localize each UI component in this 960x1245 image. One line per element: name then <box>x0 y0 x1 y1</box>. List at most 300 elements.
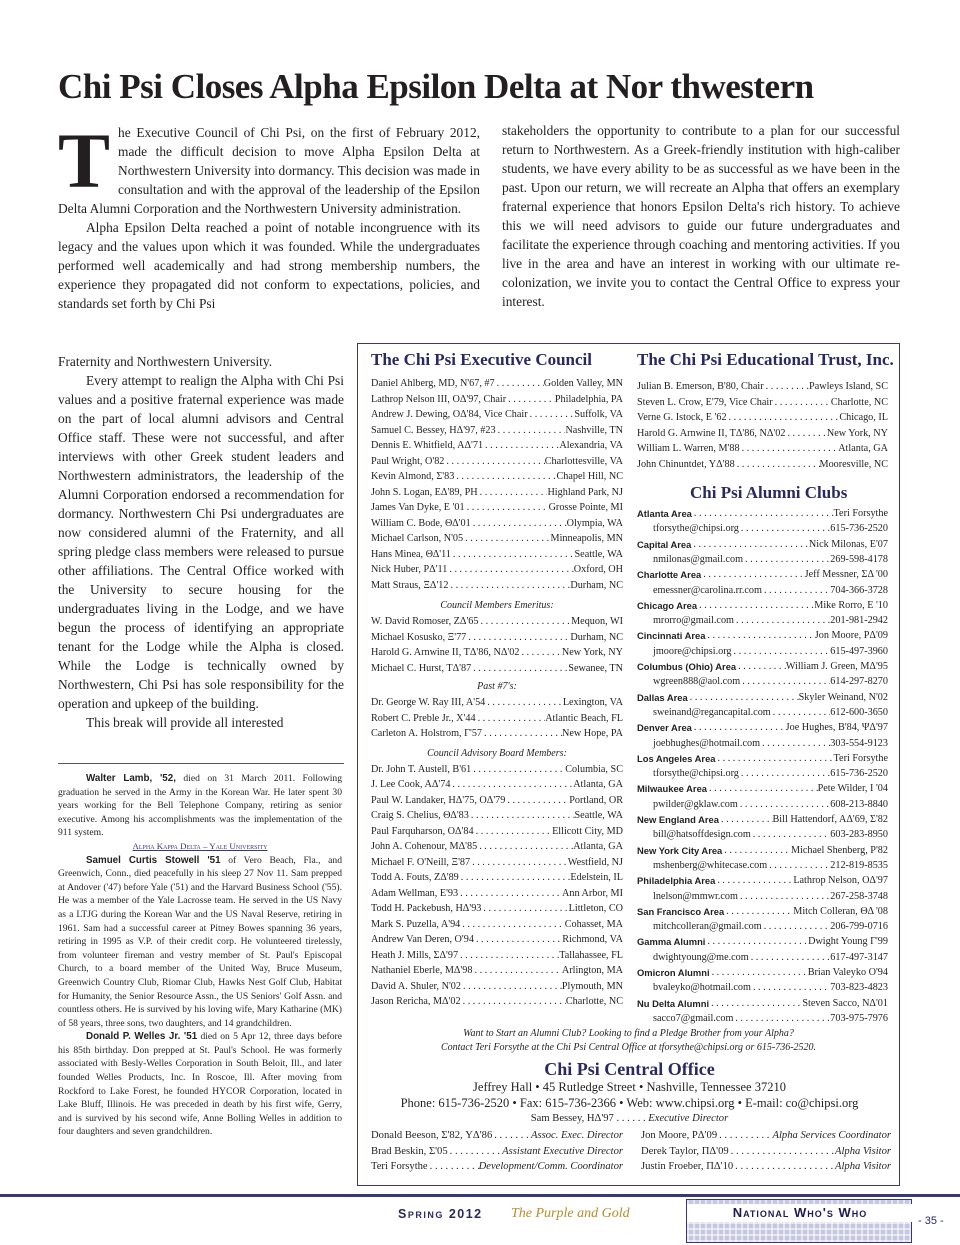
directory-row <box>371 485 623 500</box>
staff-name: Donald Beeson, Σ'82, YΔ'86 <box>371 1130 493 1141</box>
staff-name: Derek Taylor, ΠΔ'09 <box>641 1145 729 1157</box>
row-name: Mark S. Puzella, A'94 <box>371 918 461 930</box>
club-name: New York City Area <box>637 844 723 856</box>
leader-dots <box>479 614 572 629</box>
leader-dots <box>739 766 830 781</box>
emeritus-label: Council Members Emeritus: <box>440 600 554 611</box>
leader-dots <box>727 410 840 425</box>
leader-dots <box>709 996 802 1011</box>
staff-name: Brad Beskin, Σ'05 <box>371 1145 448 1157</box>
club-name: Philadelphia Area <box>637 875 716 887</box>
club-contact: Nick Milonas, E'07 <box>808 538 888 550</box>
club-contact: Mike Rorro, E '10 <box>814 599 888 611</box>
leader-dots <box>785 426 826 441</box>
obituary-3 <box>58 1030 342 1139</box>
row-value: Atlanta, GA <box>838 443 888 454</box>
directory-row <box>371 454 623 469</box>
leader-dots <box>762 919 831 934</box>
leader-dots <box>454 469 556 484</box>
leader-dots <box>448 1144 503 1159</box>
leader-dots <box>722 843 791 858</box>
directory-row <box>371 963 623 978</box>
leader-dots <box>751 980 830 995</box>
club-phone: 201-981-2942 <box>830 615 888 627</box>
directory-row <box>371 886 623 901</box>
club-name: Los Angeles Area <box>637 752 716 764</box>
leader-dots <box>485 695 563 710</box>
directory-row <box>637 441 888 456</box>
central-office-director: Sam Bessey, HΔ'97 . . . . . . Executive Director <box>530 1113 729 1124</box>
row-value: New York, NY <box>826 427 888 439</box>
club-row-contact <box>653 705 888 720</box>
row-value: Westfield, NJ <box>567 856 623 868</box>
leader-dots <box>733 1011 830 1026</box>
clubs-note-1: Want to Start an Alumni Club? Looking to find a Pledge Brother from your Alpha? <box>463 1028 794 1039</box>
staff-row <box>371 1144 623 1159</box>
leader-dots <box>751 827 831 842</box>
club-phone: 608-213-8840 <box>830 798 888 810</box>
club-name: Nu Delta Alumni <box>637 997 710 1009</box>
directory-row <box>371 578 623 593</box>
obituary-1 <box>58 772 342 840</box>
leader-dots <box>762 583 830 598</box>
leader-dots <box>474 824 552 839</box>
club-contact: Brian Valeyko O'94 <box>807 967 888 978</box>
leader-dots <box>707 781 818 796</box>
row-name: Harold G. Arnwine II, TΔ'86, NΔ'02 <box>371 647 520 658</box>
directory-row <box>637 457 888 472</box>
directory-row <box>371 726 623 741</box>
article-column-right <box>502 121 900 311</box>
staff-name: Teri Forsythe <box>371 1161 428 1172</box>
directory-row <box>637 426 888 441</box>
obituary-chapter-heading: Alpha Kappa Delta – Yale University <box>132 840 268 851</box>
club-row <box>637 812 888 827</box>
row-value: Seattle, WA <box>574 548 623 560</box>
row-name: Michael Kosusko, Ξ'77 <box>371 631 467 643</box>
club-row-contact <box>653 644 888 659</box>
leader-dots <box>476 711 546 726</box>
row-value: Seattle, WA <box>574 810 623 821</box>
staff-row <box>641 1128 891 1143</box>
leader-dots <box>451 547 575 562</box>
row-value: Portland, OR <box>569 794 623 806</box>
club-row-contact <box>653 674 888 689</box>
row-value: Oxford, OH <box>573 564 623 575</box>
leader-dots <box>492 1128 531 1143</box>
leader-dots <box>472 963 561 978</box>
club-contact: Joe Hughes, B'84, ΨΔ'97 <box>785 722 888 734</box>
leader-dots <box>461 979 562 994</box>
leader-dots <box>771 705 831 720</box>
club-email: jmoore@chipsi.org <box>653 645 732 657</box>
leader-dots <box>447 562 573 577</box>
staff-row <box>371 1128 623 1143</box>
club-name: Omicron Alumni <box>637 967 710 978</box>
leader-dots <box>697 598 814 613</box>
club-row <box>637 965 888 980</box>
directory-row <box>371 392 623 407</box>
leader-dots <box>469 808 575 823</box>
row-name: Hans Minea, ΘΔ'11 <box>371 548 451 560</box>
central-office-heading: Chi Psi Central Office <box>544 1059 715 1079</box>
row-value: Mooresville, NC <box>819 458 888 470</box>
leader-dots <box>733 1159 835 1174</box>
row-value: Pawleys Island, SC <box>809 381 888 392</box>
row-value: Charlotte, NC <box>565 996 623 1007</box>
obituary-text: died on 5 Apr 12, three days before his 85th birthday. Don prepped at St. Paul's School. He was formerly associated with Besly-Welles Corporation in South Beloit, Ill., and later founded Welles Products, Inc. In Roscoe, Ill. After moving from Rockford to Lake Forest, he founded HYCOR Corporation, located in Lake Bluff, Illinois. He was preceded in death by his first wife, Gerry, and is survived by his second wife, Anne Bolling Welles in addition to four daughters and seven grandchildren. <box>58 1031 342 1138</box>
directory-row <box>371 547 623 562</box>
club-phone: 269-598-4178 <box>830 553 888 565</box>
club-email: mshenberg@whitecase.com <box>653 859 768 871</box>
club-row <box>637 537 888 552</box>
row-name: Dr. George W. Ray III, A'54 <box>371 697 486 708</box>
clubs-note-2: Contact Teri Forsythe at the Chi Psi Central Office at tforsythe@chipsi.org or 615-736-2520. <box>440 1042 817 1053</box>
row-name: Robert C. Preble Jr., X'44 <box>371 712 476 724</box>
club-row-contact <box>653 736 888 751</box>
leader-dots <box>705 628 814 643</box>
staff-title: Development/Comm. Coordinator <box>478 1161 623 1172</box>
leader-dots <box>506 392 555 407</box>
leader-dots <box>448 578 570 593</box>
leader-dots <box>773 395 831 410</box>
leader-dots <box>724 904 793 919</box>
leader-dots <box>450 777 573 792</box>
club-row <box>637 628 888 643</box>
directory-row <box>371 793 623 808</box>
club-phone: 703-823-4823 <box>830 982 888 994</box>
club-contact: Dwight Young Γ'99 <box>808 936 888 948</box>
row-value: Richmond, VA <box>562 934 623 945</box>
page-number: - 35 - <box>918 1215 944 1227</box>
club-name: Atlanta Area <box>637 508 692 519</box>
row-value: Tallahassee, FL <box>559 949 623 961</box>
leader-dots <box>738 797 830 812</box>
directory-row <box>371 762 623 777</box>
director-title: Executive Director <box>648 1113 729 1124</box>
row-value: Cohasset, MA <box>564 918 623 930</box>
directory-row <box>371 948 623 963</box>
leader-dots <box>692 720 786 735</box>
row-name: Paul W. Landaker, HΔ'75, OΔ'79 <box>371 794 506 806</box>
article-paragraph-1: he Executive Council of Chi Psi, on the first of February 2012, made the difficult decision to move Alpha Epsilon Delta at Northwestern University into dormancy. This decision was made in consultation and with the approval of the leadership of the Epsilon Delta Alumni Corporation and the Northwestern University administration. <box>58 125 480 216</box>
directory-row <box>371 614 623 629</box>
row-value: Ann Arbor, MI <box>562 887 623 899</box>
club-row-contact <box>653 919 888 934</box>
directory-row <box>371 407 623 422</box>
row-name: Todd H. Packebush, HΔ'93 <box>371 903 482 914</box>
club-row-contact <box>653 583 888 598</box>
club-email: mitchcolleran@gmail.com <box>653 921 762 933</box>
staff-name: Jon Moore, PΔ'09 <box>641 1130 718 1141</box>
leader-dots <box>478 485 548 500</box>
directory-row <box>371 870 623 885</box>
row-value: Nashville, TN <box>565 424 623 436</box>
leader-dots <box>732 644 831 659</box>
article-title: Chi Psi Closes Alpha Epsilon Delta at Nor thwestern <box>58 67 814 106</box>
row-value: Lexington, VA <box>562 697 623 708</box>
directory-row <box>371 917 623 932</box>
club-contact: Teri Forsythe <box>833 508 888 519</box>
row-name: Andrew Van Deren, O'94 <box>371 934 474 945</box>
club-row-contact <box>653 613 888 628</box>
club-contact: William J. Green, MΔ'95 <box>785 661 888 672</box>
club-name: Dallas Area <box>637 691 688 703</box>
club-row <box>637 720 888 735</box>
leader-dots <box>481 901 568 916</box>
staff-name: Justin Froeber, ΠΔ'10 <box>641 1161 734 1172</box>
leader-dots <box>470 855 568 870</box>
club-row-contact <box>653 858 888 873</box>
directory-row <box>371 645 623 660</box>
directory-row <box>371 630 623 645</box>
row-value: Charlotte, NC <box>830 396 888 408</box>
row-name: Samuel C. Bessey, HΔ'97, #23 <box>371 424 496 436</box>
row-value: Mequon, WI <box>571 616 623 627</box>
club-phone: 303-554-9123 <box>830 737 888 749</box>
row-value: Columbia, SC <box>565 763 623 775</box>
leader-dots <box>482 726 562 741</box>
club-phone: 615-736-2520 <box>830 768 888 780</box>
row-name: David A. Shuler, N'02 <box>371 980 461 992</box>
club-contact: Mitch Colleran, ΘΔ '08 <box>793 905 888 917</box>
obituary-text: of Vero Beach, Fla., and Greenwich, Conn., died peacefully in his sleep 27 Nov 11. Sam prepped at Andover ('47) before Yale ('51) and the Harvard Business School ('55). He was a member of the Yale Lacrosse team. He served in the US Navy as a LTJG during the Korean War and the US Naval Reserve, retiring in 1961. Sam had a successful career at Pitney Bowes spanning 36 years, retiring in 1995 as V.P. of their credit corp. He volunteered tirelessly, from volunteer fireman and vestry member of St. Paul's Episcopal Church, to a board member of the United Way, Bruce Museum, Greenwich Country Club, Riomar Club, Hawks Nest Golf Club, Habitat for Humanity, the Senior Resource Assn., the US Seniors' Golf Assn. and countless others. He is survived by his loving wife, Mary Katharine (MK) of 58 years, three sons, two daughters, and 14 grandchildren. <box>58 854 343 1029</box>
row-name: William L. Warren, M'88 <box>637 443 740 454</box>
leader-dots <box>760 736 830 751</box>
club-email: pwilder@gklaw.com <box>653 798 738 810</box>
staff-row <box>371 1159 623 1174</box>
club-row-contact <box>653 980 888 995</box>
row-value: Arlington, MA <box>561 965 623 976</box>
row-name: Heath J. Mills, ΣΔ'97 <box>371 949 459 961</box>
central-office-contact: Phone: 615-736-2520 • Fax: 615-736-2366 • Web: www.chipsi.org • E-mail: co@chipsi.org <box>400 1096 859 1110</box>
row-name: W. David Romoser, ZΔ'65 <box>371 616 479 627</box>
leader-dots <box>767 858 830 873</box>
club-email: bvaleyko@hotmail.com <box>653 982 751 994</box>
row-name: Michael C. Hurst, TΔ'87 <box>371 662 472 674</box>
leader-dots <box>477 839 573 854</box>
leader-dots <box>736 659 786 674</box>
directory-row <box>371 661 623 676</box>
leader-dots <box>474 932 562 947</box>
leader-dots <box>719 812 773 827</box>
row-value: Durham, NC <box>570 579 623 591</box>
staff-title: Alpha Visitor <box>834 1145 891 1157</box>
clubs-heading: Chi Psi Alumni Clubs <box>690 483 848 502</box>
central-office-address: Jeffrey Hall • 45 Rutledge Street • Nashville, Tennessee 37210 <box>473 1080 786 1094</box>
club-row <box>637 873 888 888</box>
row-name: Adam Wellman, E'93 <box>371 887 459 899</box>
directory-row <box>371 994 623 1009</box>
club-row <box>637 934 888 949</box>
club-row-contact <box>653 552 888 567</box>
club-name: New England Area <box>637 814 719 825</box>
leader-dots <box>466 630 570 645</box>
leader-dots <box>740 674 830 689</box>
row-name: Carleton A. Holstrom, Γ'57 <box>371 728 483 739</box>
directory-row <box>371 500 623 515</box>
row-name: John S. Logan, EΔ'89, PH <box>371 486 478 498</box>
row-value: Chicago, IL <box>839 412 888 423</box>
club-phone: 704-366-3728 <box>830 584 888 596</box>
leader-dots <box>739 521 830 536</box>
club-contact: Jon Moore, PΔ'09 <box>814 630 888 642</box>
leader-dots <box>688 690 799 705</box>
club-phone: 614-297-8270 <box>830 676 888 688</box>
row-name: Michael Carlson, N'05 <box>371 533 464 544</box>
leader-dots <box>764 379 809 394</box>
directory-row <box>371 824 623 839</box>
directory-row <box>371 469 623 484</box>
row-value: Atlantic Beach, FL <box>545 712 623 724</box>
row-value: Atlanta, GA <box>573 779 623 790</box>
club-name: Capital Area <box>637 538 692 550</box>
row-name: William C. Bode, ΘΔ'01 <box>371 517 471 529</box>
article-column-left-top <box>58 117 480 313</box>
club-name: San Francisco Area <box>637 905 725 917</box>
club-contact: Jeff Messner, ΣΔ '00 <box>804 569 888 581</box>
staff-title: Assoc. Exec. Director <box>531 1130 623 1141</box>
obituary-divider <box>58 763 344 764</box>
row-value: Alexandria, VA <box>559 440 623 451</box>
row-name: Matt Straus, ΞΔ'12 <box>371 579 449 591</box>
club-email: sacco7@gmail.com <box>653 1012 734 1024</box>
club-row-contact <box>653 827 888 842</box>
club-phone: 703-975-7976 <box>830 1012 888 1024</box>
club-email: tforsythe@chipsi.org <box>653 768 739 780</box>
leader-dots <box>483 438 559 453</box>
club-email: dwightyoung@me.com <box>653 951 749 963</box>
club-contact: Michael Shenberg, P'82 <box>791 844 888 856</box>
leader-dots <box>715 873 793 888</box>
club-contact: Skyler Weinand, N'02 <box>798 691 888 703</box>
club-phone: 617-497-3147 <box>830 951 888 963</box>
row-name: Craig S. Chelius, ΘΔ'83 <box>371 810 469 821</box>
directory-row <box>371 438 623 453</box>
drop-cap: T <box>58 117 111 204</box>
row-name: Paul Farquharson, OΔ'84 <box>371 825 474 837</box>
obituary-name: Walter Lamb, '52, <box>86 773 176 784</box>
leader-dots <box>471 516 567 531</box>
row-name: Nick Huber, PΔ'11 <box>371 564 448 575</box>
staff-title: Alpha Visitor <box>834 1161 891 1172</box>
directory-row <box>371 695 623 710</box>
directory-row <box>637 379 888 394</box>
leader-dots <box>735 457 820 472</box>
leader-dots <box>717 1128 772 1143</box>
row-value: Ellicott City, MD <box>552 825 623 837</box>
leader-dots <box>458 948 559 963</box>
row-value: Plymouth, MN <box>561 980 623 992</box>
row-value: New Hope, PA <box>561 728 623 739</box>
club-email: tforsythe@chipsi.org <box>653 523 739 535</box>
row-value: Grosse Pointe, MI <box>548 502 623 513</box>
obituary-text: died on 31 March 2011. Following graduation he served in the Army in the Korean War. He later spent 30 years working for the Bell Telephone Company, retiring as senior executive. Among his accomplishments was the implementation of the 911 system. <box>58 773 343 839</box>
club-row <box>637 659 888 674</box>
advisory-label: Council Advisory Board Members: <box>427 747 567 759</box>
leader-dots <box>729 1144 835 1159</box>
row-value: Olympia, WA <box>566 517 623 529</box>
club-phone: 615-497-3960 <box>830 645 888 657</box>
article-paragraph-5: stakeholders the opportunity to contribute to a plan for our successful return to Northwestern. As a Greek-friendly institution with high-caliber students, we have every ability to be as successful as we have been in the past. Upon our return, we will recreate an Alpha that offers an exemplary fraternal experience that honors Epsilon Delta's rich history. To achieve this we will need advisors to guide our future undergraduates and facilitate the experience through coaching and mentoring activities. If you live in the area and have an interest in working with our ultimate re-colonization, we invite you to contact the Central Office to express your interest. <box>502 123 900 309</box>
club-contact: Teri Forsythe <box>833 752 888 764</box>
staff-title: Assistant Executive Director <box>502 1145 623 1157</box>
directory-row <box>371 979 623 994</box>
obituaries <box>58 772 342 1139</box>
row-name: Dennis E. Whitfield, AΔ'71 <box>371 440 484 451</box>
club-phone: 267-258-3748 <box>830 890 888 902</box>
club-contact: Bill Hattendorf, AΔ'69, Σ'82 <box>772 814 888 825</box>
club-name: Milwaukee Area <box>637 783 707 795</box>
row-value: Chapel Hill, NC <box>556 471 623 482</box>
row-name: Todd A. Fouts, ZΔ'89 <box>371 872 459 883</box>
past-label: Past #7's: <box>477 681 517 692</box>
directory-row <box>371 777 623 792</box>
club-email: sweinand@regancapital.com <box>653 706 771 718</box>
council-heading: The Chi Psi Executive Council <box>371 350 593 369</box>
leader-dots <box>716 751 834 766</box>
directory-row <box>371 932 623 947</box>
director-name: Sam Bessey, HΔ'97 <box>530 1113 614 1124</box>
directory-row <box>371 531 623 546</box>
leader-dots <box>471 661 568 676</box>
club-contact: Pete Wilder, I '04 <box>817 783 888 795</box>
row-name: Harold G. Arnwine II, TΔ'86, NΔ'02 <box>637 427 786 439</box>
leader-dots <box>710 965 808 980</box>
directory-row <box>637 410 888 425</box>
club-phone: 212-819-8535 <box>830 859 888 871</box>
club-row-contact <box>653 766 888 781</box>
footer-rule <box>0 1194 960 1197</box>
club-row-contact <box>653 797 888 812</box>
row-name: James Van Dyke, E '01 <box>371 502 465 513</box>
staff-row <box>641 1144 891 1159</box>
club-row <box>637 904 888 919</box>
row-name: Kevin Almond, Σ'83 <box>371 471 455 482</box>
club-row <box>637 843 888 858</box>
directory-row <box>371 839 623 854</box>
club-name: Chicago Area <box>637 599 698 611</box>
row-name: John Chinuntdet, YΔ'88 <box>637 458 735 470</box>
club-phone: 615-736-2520 <box>830 523 888 535</box>
club-name: Cincinnati Area <box>637 630 706 642</box>
club-phone: 603-283-8950 <box>830 829 888 841</box>
leader-dots <box>444 454 544 469</box>
leader-dots <box>496 423 566 438</box>
leader-dots <box>734 613 830 628</box>
directory-row <box>371 376 623 391</box>
row-name: Andrew J. Dewing, OΔ'84, Vice Chair <box>371 409 528 420</box>
club-email: nmilonas@gmail.com <box>653 553 744 565</box>
leader-dots <box>495 376 544 391</box>
row-value: Suffolk, VA <box>574 409 623 420</box>
club-email: bill@hatsoffdesign.com <box>653 829 751 841</box>
club-row-contact <box>653 1011 888 1026</box>
article-paragraph-4: This break will provide all interested <box>86 715 284 730</box>
club-row <box>637 996 888 1011</box>
row-value: Littleton, CO <box>568 903 623 914</box>
obituary-name: Donald P. Welles Jr. '51 <box>86 1031 198 1043</box>
leader-dots <box>743 552 830 567</box>
leader-dots <box>692 506 834 521</box>
club-row <box>637 598 888 613</box>
club-row-contact <box>653 521 888 536</box>
directory-row <box>371 808 623 823</box>
row-name: Dr. John T. Austell, B'61 <box>371 763 472 775</box>
club-name: Gamma Alumni <box>637 936 706 948</box>
leader-dots <box>463 531 550 546</box>
row-name: Nathaniel Eberle, MΔ'98 <box>371 965 473 976</box>
